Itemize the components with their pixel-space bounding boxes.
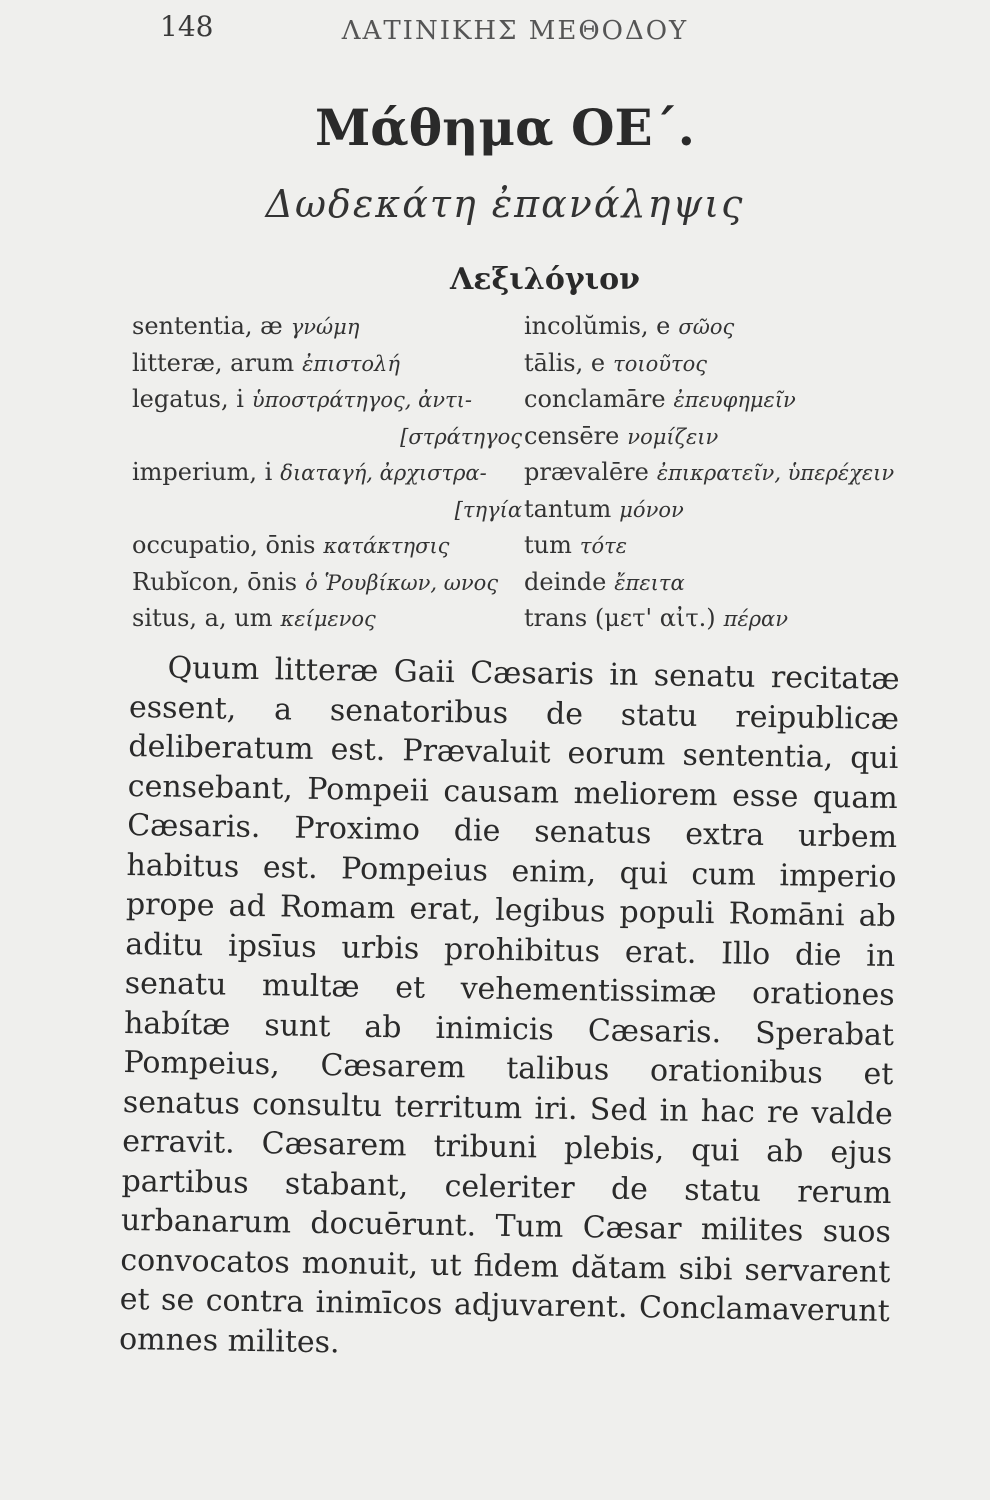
vocab-greek: ἐπικρατεῖν, ὑπερέχειν: [656, 461, 895, 485]
vocab-entry: [524, 491, 944, 528]
vocab-latin: incolŭmis, e: [524, 312, 671, 340]
vocab-latin: tum: [524, 531, 572, 559]
vocab-greek: νομίζειν: [627, 424, 719, 449]
vocab-greek: ἐπιστολή: [302, 351, 400, 376]
vocab-greek: πέραν: [723, 607, 788, 631]
lesson-title: Μάθημα ΟΕ΄.: [314, 98, 696, 157]
vocab-latin: tantum: [524, 494, 612, 523]
vocab-latin: Rubĭcon, ōnis: [132, 567, 298, 596]
vocab-entry: [132, 454, 522, 491]
vocab-latin: sententia, æ: [132, 312, 283, 340]
vocab-continuation: [132, 491, 522, 528]
vocab-latin: deinde: [524, 567, 607, 596]
vocab-latin: imperium, i: [132, 458, 273, 486]
vocab-entry: [524, 564, 944, 601]
vocab-entry: [132, 308, 522, 345]
vocab-greek: ὑποστράτηγος, ἀντι-: [251, 388, 472, 412]
vocab-entry: [132, 381, 522, 418]
vocab-latin: occupatio, ōnis: [132, 531, 316, 559]
vocabulary-right-column: [524, 308, 944, 637]
vocab-greek: τοιοῦτος: [613, 351, 708, 376]
vocab-greek: ὁ Ῥουβίκων, ωνος: [305, 570, 499, 595]
vocab-greek: μόνον: [619, 497, 684, 522]
vocab-greek: κατάκτησις: [323, 534, 450, 558]
vocab-latin: censēre: [524, 421, 620, 450]
vocab-greek: κείμενος: [280, 607, 376, 631]
vocab-entry: [132, 564, 522, 601]
vocab-greek: [τηγία: [454, 497, 522, 522]
vocab-greek: τότε: [579, 534, 628, 558]
passage-paragraph: Quum litteræ Gaii Cæsaris in senatu recitatæ essent, a senatoribus de statu reipublicæ deliberatum est. Prævaluit eorum sententia, qui censebant, Pompeii causam meliorem esse quam Cæsaris. Proximo die senatus extra urbem habitus est. Pompeius enim, qui cum imperio prope ad Romam erat, legibus populi Romāni ab aditu ipsīus urbis prohibitus erat. Illo die in senatu multæ et vehementissimæ orationes habítæ sunt ab inimicis Cæsaris. Sperabat Pompeius, Cæsarem talibus orationibus et senatus consultu territum iri. Sed in hac re valde erravit. Cæsarem tribuni plebis, qui ab ejus partibus stabant, celeriter de statu rerum urbanarum docuērunt. Tum Cæsar milites suos convocatos monuit, ut fidem dătam sibi servarent et se contra inimīcos adjuvarent. Conclamaverunt omnes milites.: [118, 650, 900, 1360]
vocab-entry: [524, 308, 944, 345]
vocab-latin: conclamāre: [524, 385, 666, 413]
vocab-greek: γνώμη: [290, 315, 360, 339]
vocabulary-heading: Λεξιλόγιον: [450, 262, 640, 297]
vocab-entry: [132, 600, 522, 637]
running-head: [0, 10, 990, 60]
vocabulary-table: [132, 308, 932, 648]
vocab-greek: [στράτηγος: [400, 424, 522, 449]
vocab-latin: tālis, e: [524, 348, 606, 377]
vocab-greek: ἐπευφημεῖν: [673, 388, 796, 412]
running-title: ΛΑΤΙΝΙΚΗΣ ΜΕΘΟΔΟΥ: [341, 16, 689, 46]
vocab-entry: [524, 381, 944, 418]
page-number: 148: [160, 10, 214, 43]
vocab-continuation: [132, 418, 522, 455]
lesson-subtitle: Δωδεκάτη ἐπανάληψις: [265, 182, 745, 226]
vocab-latin: legatus, i: [132, 385, 244, 413]
vocab-latin: situs, a, um: [132, 604, 273, 632]
vocabulary-left-column: [132, 308, 522, 637]
vocab-latin: trans (μετ' αἰτ.): [524, 604, 716, 632]
latin-passage: [119, 648, 900, 1371]
vocab-greek: διαταγή, ἀρχιστρα-: [280, 461, 487, 485]
vocab-latin: prævalēre: [524, 458, 649, 486]
vocab-entry: [132, 527, 522, 564]
vocab-entry: [524, 345, 944, 382]
vocab-greek: σῶος: [678, 315, 735, 339]
vocab-greek: ἔπειτα: [614, 570, 685, 595]
vocab-entry: [524, 527, 944, 564]
vocab-entry: [524, 600, 944, 637]
vocab-entry: [524, 418, 944, 455]
vocab-entry: [132, 345, 522, 382]
vocab-entry: [524, 454, 944, 491]
vocab-latin: litteræ, arum: [132, 348, 295, 377]
